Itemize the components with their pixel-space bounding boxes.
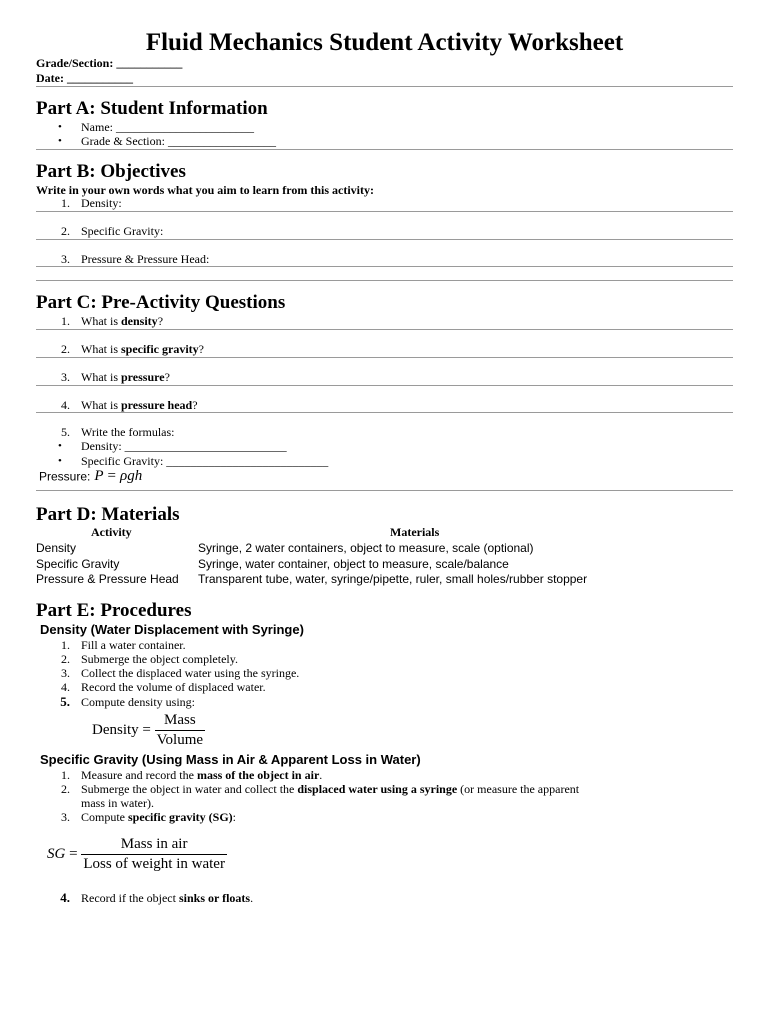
answer-line <box>36 211 733 212</box>
sg-step: Record if the object sinks or floats. <box>81 891 254 905</box>
equals-sign: = <box>69 846 78 862</box>
density-step: Fill a water container. <box>81 638 186 652</box>
list-number: 1. <box>61 638 70 652</box>
sg-lhs: SG <box>47 846 66 862</box>
density-procedure-heading: Density (Water Displacement with Syringe) <box>40 622 304 637</box>
density-step: Submerge the object completely. <box>81 652 238 666</box>
list-number: 5. <box>61 425 70 439</box>
density-formula-field: Density: ___________________________ <box>81 439 287 453</box>
sg-formula <box>47 836 227 873</box>
list-number: 2. <box>61 342 70 356</box>
answer-line <box>36 357 733 358</box>
list-number: 1. <box>61 196 70 210</box>
objective-pressure: Pressure & Pressure Head: <box>81 252 210 266</box>
density-fraction <box>155 712 205 749</box>
page-title: Fluid Mechanics Student Activity Worksheet <box>145 29 624 56</box>
sg-step-continuation: mass in water). <box>81 796 154 810</box>
list-number: 4. <box>60 890 70 905</box>
bullet-icon: • <box>58 135 62 147</box>
list-number: 3. <box>61 252 70 266</box>
table-cell-materials: Syringe, water container, object to measure, scale/balance <box>198 557 509 571</box>
part-a-heading: Part A: Student Information <box>36 98 268 119</box>
equals-sign: = <box>142 722 151 738</box>
bullet-icon: • <box>58 440 62 452</box>
density-step: Record the volume of displaced water. <box>81 680 266 694</box>
list-number: 1. <box>61 314 70 328</box>
table-cell-activity: Specific Gravity <box>36 557 120 571</box>
part-c-heading: Part C: Pre-Activity Questions <box>36 292 286 313</box>
list-number: 1. <box>61 768 70 782</box>
density-step: Compute density using: <box>81 695 195 709</box>
answer-line <box>36 266 733 267</box>
formulas-prompt: Write the formulas: <box>81 425 175 439</box>
pressure-label: Pressure: <box>39 469 91 484</box>
answer-line <box>36 329 733 330</box>
sg-numerator: Mass in air <box>81 836 227 855</box>
list-number: 4. <box>61 398 70 412</box>
objectives-instruction: Write in your own words what you aim to learn from this activity: <box>36 183 374 197</box>
list-number: 2. <box>61 652 70 666</box>
grade-section-info-field: Grade & Section: __________________ <box>81 134 276 148</box>
objective-density: Density: <box>81 196 122 210</box>
question-pressure-head: What is pressure head? <box>81 398 198 412</box>
list-number: 3. <box>61 370 70 384</box>
bullet-icon: • <box>58 455 62 467</box>
sg-step: Measure and record the mass of the object in air. <box>81 768 323 782</box>
question-density: What is density? <box>81 314 164 328</box>
answer-line <box>36 239 733 240</box>
density-formula <box>92 712 205 749</box>
column-header-activity: Activity <box>91 525 132 539</box>
list-number: 3. <box>61 810 70 824</box>
sg-step: Compute specific gravity (SG): <box>81 810 236 824</box>
list-number: 3. <box>61 666 70 680</box>
density-numerator: Mass <box>155 712 205 731</box>
table-cell-activity: Pressure & Pressure Head <box>36 572 179 586</box>
question-pressure: What is pressure? <box>81 370 170 384</box>
objective-specific-gravity: Specific Gravity: <box>81 224 164 238</box>
sg-step: Submerge the object in water and collect the displaced water using a syringe (or measure the apparent <box>81 782 580 796</box>
table-cell-materials: Transparent tube, water, syringe/pipette, ruler, small holes/rubber stopper <box>198 572 588 586</box>
table-cell-activity: Density <box>36 541 77 555</box>
density-step: Collect the displaced water using the syringe. <box>81 666 300 680</box>
sg-fraction <box>81 836 227 873</box>
sg-procedure-heading: Specific Gravity (Using Mass in Air & Apparent Loss in Water) <box>40 752 421 767</box>
sg-denominator: Loss of weight in water <box>83 856 225 872</box>
divider <box>36 86 733 87</box>
part-b-heading: Part B: Objectives <box>36 161 186 182</box>
answer-line <box>36 412 733 413</box>
pressure-formula <box>39 467 142 485</box>
density-denominator: Volume <box>156 732 204 748</box>
question-specific-gravity: What is specific gravity? <box>81 342 204 356</box>
divider <box>36 490 733 491</box>
list-number: 2. <box>61 224 70 238</box>
bullet-icon: • <box>58 121 62 133</box>
list-number: 2. <box>61 782 70 796</box>
list-number: 5. <box>60 694 70 709</box>
name-field: Name: _______________________ <box>81 120 254 134</box>
pressure-rhs: ρgh <box>120 467 143 484</box>
divider <box>36 280 733 281</box>
pressure-lhs: P <box>94 467 104 484</box>
part-d-heading: Part D: Materials <box>36 504 180 525</box>
answer-line <box>36 385 733 386</box>
column-header-materials: Materials <box>390 525 440 539</box>
equals-sign: = <box>107 467 116 484</box>
part-e-heading: Part E: Procedures <box>36 600 192 621</box>
grade-section-field: Grade/Section: ___________ <box>36 56 183 70</box>
list-number: 4. <box>61 680 70 694</box>
table-cell-materials: Syringe, 2 water containers, object to measure, scale (optional) <box>198 541 534 555</box>
divider <box>36 149 733 150</box>
sg-formula-field: Specific Gravity: ___________________________ <box>81 454 329 468</box>
date-field: Date: ___________ <box>36 71 133 85</box>
density-lhs: Density <box>92 722 139 738</box>
